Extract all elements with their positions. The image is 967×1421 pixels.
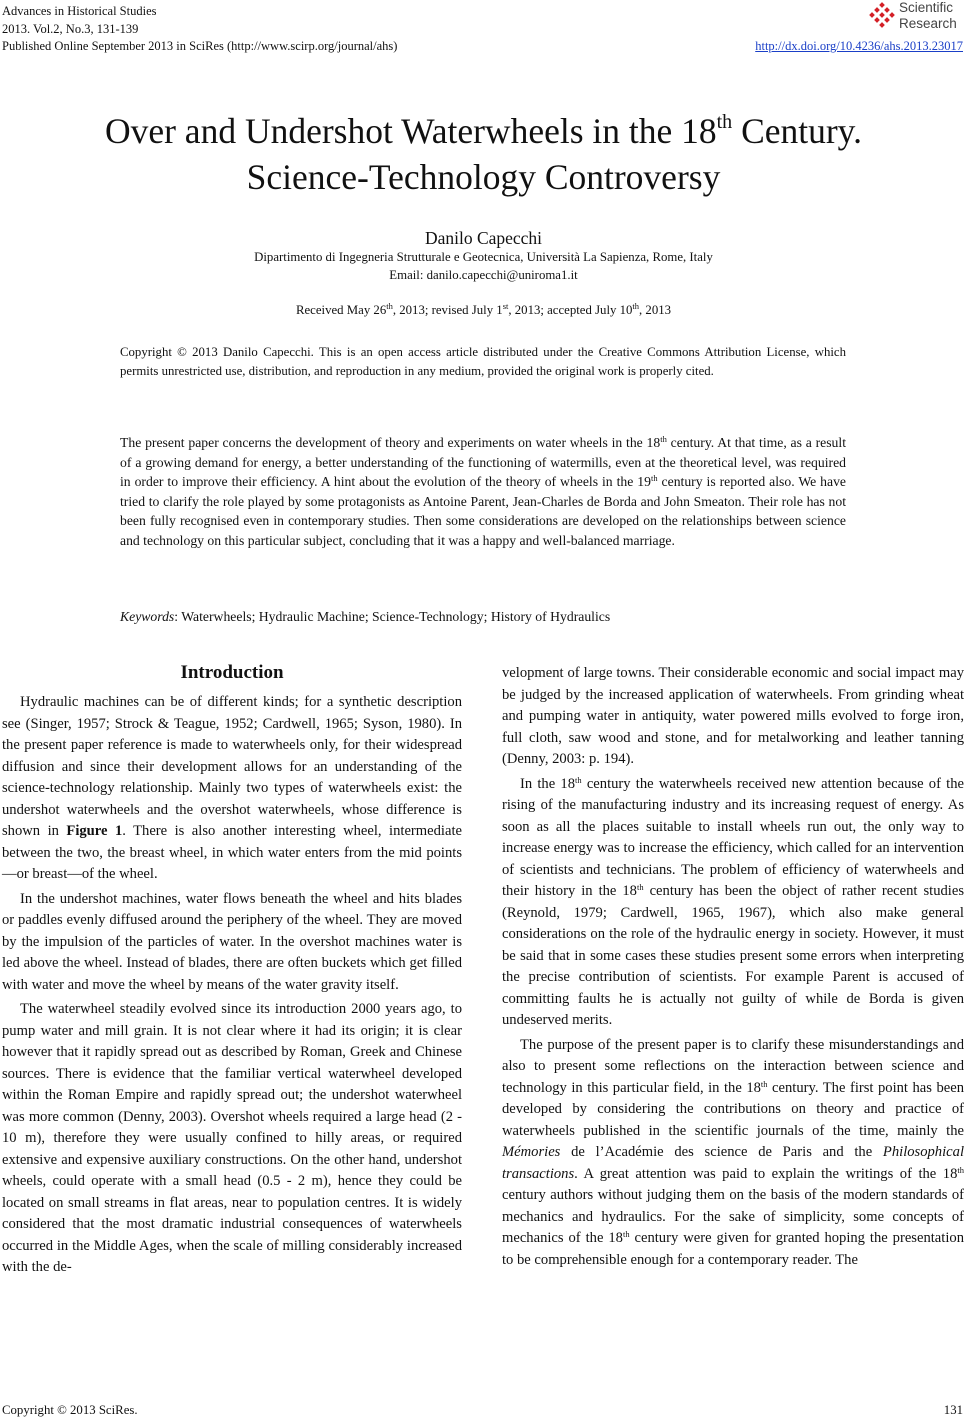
- keywords: [120, 609, 846, 625]
- paragraph: Hydraulic machines can be of different kinds; for a synthetic description see (Singer, 1957; Strock & Teague, 1952; Cardwell, 1965; Syson, 1980). In the present paper reference is made to waterwheels only, for their widespread diffusion and since their development allows for an understanding of the science-technology relationship. Mainly two types of waterwheels exist: the undershot waterwheels and the overshot waterwheels, whose difference is shown in Figure 1. There is also another interesting wheel, intermediate between the two, the breast wheel, in which water enters from the mid points—or breast—of the wheel.: [2, 694, 462, 882]
- journal-name: Advances in Historical Studies: [2, 4, 157, 18]
- author-email: Email: danilo.capecchi@uniroma1.it: [389, 268, 578, 282]
- logo-diamond-icon: [867, 2, 897, 32]
- paragraph: The purpose of the present paper is to clarify these misunderstandings and also to present some reflections on the interaction between science and technology in this particular field, in the 18th century. The first point has been developed by considering the contributions on theory and practice of waterwheels published in the scientific journals of the time, mainly the Mémories de l’Académie des science de Paris and the Philosophical transactions. A great attention was paid to explain the writings of the 18th century authors without judging them on the basis of the modern standards of mechanics and hydraulics. For the sake of simplicity, some concepts of mechanics of the 18th century were given for granted hoping the presentation to be comprehensible enough for a contemporary reader. The: [502, 1036, 964, 1268]
- author-affiliation: Dipartimento di Ingegneria Strutturale e Geotecnica, Università La Sapienza, Rome, Italy: [254, 250, 713, 264]
- paragraph: In the 18th century the waterwheels received new attention because of the rising of the manufacturing industry and its increasing request of energy. As soon as all the places suitable to install wheels run out, the only way to increase energy was to increase the efficiency, which called for an intervention of scientists and technicians. The problem of efficiency of waterwheels and their history in the 18th century has been the object of rather recent studies (Reynold, 1979; Cardwell, 1965, 1967), which also make general considerations on the role of the hydraulic energy in society. However, it must be said that in some cases these studies present some errors when interpreting the precise contribution of scientists. For example Parent is accused of committing faults he is actually not guilty of while de Borda is given undeserved merits.: [502, 774, 964, 1028]
- figure-reference[interactable]: Figure 1: [66, 823, 123, 839]
- publication-info: Published Online September 2013 in SciRes (http://www.scirp.org/journal/ahs): [2, 39, 398, 53]
- abstract: The present paper concerns the development of theory and experiments on water wheels in the 18th century. At that time, as a result of a growing demand for energy, a better understanding of the functioning of watermills, even at the theoretical level, was required in order to improve their efficiency. A hint about the evolution of the theory of wheels in the 19th century is reported also. We have tried to clarify the role played by some protagonists as Antoine Parent, Jean-Charles de Borda and John Smeaton. Their role has not been fully recognised even in contemporary studies. Then some considerations are developed on the relationships between science and technology on this particular subject, concluding that it was a happy and well-balanced marriage.: [120, 434, 847, 548]
- article-title: Over and Undershot Waterwheels in the 18th Century. Science-Technology Controversy: [104, 111, 863, 197]
- keywords-label: Keywords: [120, 609, 175, 624]
- paragraph: The waterwheel steadily evolved since its introduction 2000 years ago, to pump water and mill grain. It is not clear where it had its origin; it is clear however that it rapidly spread out as described by Roman, Greek and Chinese sources. There is evidence that the familiar vertical waterwheel developed within the Roman Empire and rapidly spread out; the undershot waterwheel was more common (Denny, 2003). Overshot wheels required a large head (2 - 10 m), therefore they were usually confined to hilly areas, or required extensive and expensive auxiliary constructions. On the other hand, undershot wheels, could operate with a small head (0.5 - 2 m), hence they could be located on small streams in flat areas, near to population centres. It is widely considered that the most dramatic industrial consequences of waterwheels occurred in the Middle Ages, when the scale of milling considerably increased with the de-: [2, 1001, 462, 1275]
- copyright-notice: Copyright © 2013 Danilo Capecchi. This is an open access article distributed under the Creative Commons Attribution License, which permits unrestricted use, distribution, and reproduction in any medium, provided the original work is properly cited.: [120, 345, 846, 378]
- running-header: [2, 3, 397, 56]
- volume-info: 2013. Vol.2, No.3, 131-139: [2, 21, 139, 36]
- logo-text: Scientific Research: [899, 0, 957, 31]
- page-number: 131: [943, 1403, 963, 1417]
- section-heading: Introduction: [180, 662, 284, 683]
- footer-copyright: Copyright © 2013 SciRes.: [2, 1403, 138, 1417]
- body-column-right: [502, 663, 964, 1274]
- keywords-text: : Waterwheels; Hydraulic Machine; Science-Technology; History of Hydraulics: [174, 609, 611, 624]
- publisher-logo: [867, 0, 963, 34]
- paragraph: velopment of large towns. Their considerable economic and social impact may be judged by the increased application of waterwheels. From grinding wheat and pumping water in antiquity, water powered mills evolved to forge iron, full cloth, saw wood and stone, and for metalworking and leather tanning (Denny, 2003: p. 194).: [502, 665, 964, 767]
- body-column-left: [2, 660, 462, 1282]
- author-name: Danilo Capecchi: [424, 228, 543, 248]
- received-dates: Received May 26th, 2013; revised July 1st, 2013; accepted July 10th, 2013: [295, 301, 672, 317]
- paragraph: In the undershot machines, water flows beneath the wheel and hits blades or paddles evenly diffused around the periphery of the wheel. They are moved by the impulsion of the particles of water. In the overshot machines water is led above the wheel. Instead of blades, there are often buckets which get filled with water and move the wheel by means of the water gravity itself.: [2, 890, 462, 993]
- doi-link[interactable]: http://dx.doi.org/10.4236/ahs.2013.23017: [755, 39, 963, 53]
